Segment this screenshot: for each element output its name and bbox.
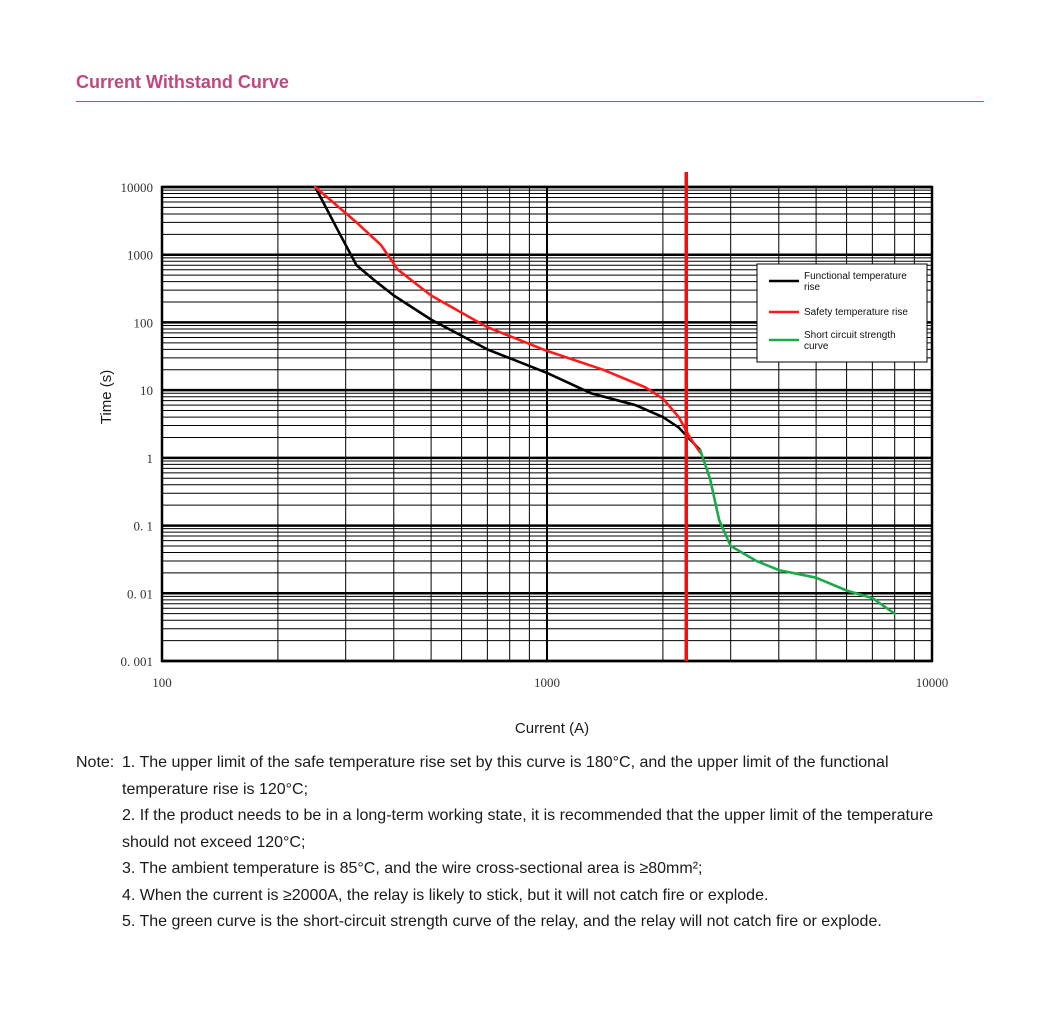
safety-curve xyxy=(315,187,700,453)
note-lead xyxy=(76,909,122,936)
note-line: should not exceed 120°C; xyxy=(122,833,306,851)
y-axis-title: Time (s) xyxy=(98,369,115,425)
note-line: 4. When the current is ≥2000A, the relay is likely to stick, but it will not catch fire or explode. xyxy=(122,886,769,904)
y-tick-label: 10 xyxy=(140,383,153,399)
note-text xyxy=(122,883,996,910)
legend-label-line: Functional temperature xyxy=(804,271,907,282)
note-lead: Note: xyxy=(76,754,115,771)
x-tick-label: 1000 xyxy=(534,675,560,690)
note-item xyxy=(76,750,996,803)
note-text xyxy=(122,856,996,883)
note-text xyxy=(122,909,996,936)
grid-layer xyxy=(162,187,932,661)
note-lead xyxy=(76,856,122,883)
note-lead xyxy=(76,883,122,910)
y-tick-label: 0. 1 xyxy=(133,518,153,534)
note-line: 1. The upper limit of the safe temperature rise set by this curve is 180°C, and the upper limit of the functional xyxy=(122,754,889,771)
y-tick-label: 100 xyxy=(133,315,153,331)
note-item xyxy=(76,856,996,883)
note-line: 5. The green curve is the short-circuit strength curve of the relay, and the relay will not catch fire or explode. xyxy=(122,913,882,930)
note-item xyxy=(76,909,996,936)
page-title: Current Withstand Curve xyxy=(76,72,289,92)
legend-label-line: Short circuit strength xyxy=(804,330,896,341)
y-tick-label: 0. 01 xyxy=(127,586,153,602)
legend-label-line: rise xyxy=(804,282,821,293)
legend-label-line: curve xyxy=(804,341,829,352)
x-tick-label: 100 xyxy=(152,675,172,690)
legend-label-line: Safety temperature rise xyxy=(804,307,908,318)
note-text xyxy=(122,803,996,856)
y-tick-label: 0. 001 xyxy=(120,654,153,669)
note-text xyxy=(122,750,996,803)
x-tick-label: 10000 xyxy=(915,675,949,690)
x-axis-title: Current (A) xyxy=(514,720,590,737)
note-line: temperature rise is 120°C; xyxy=(122,780,309,798)
note-item xyxy=(76,883,996,910)
legend-label xyxy=(804,307,908,318)
notes-block xyxy=(76,750,996,936)
y-tick-label: 1 xyxy=(146,450,153,466)
y-tick-label: 10000 xyxy=(120,180,153,195)
legend xyxy=(757,264,927,362)
note-line: 2. If the product needs to be in a long-term working state, it is recommended that the upper limit of the temperature xyxy=(122,807,934,824)
note-lead xyxy=(76,803,122,856)
series-layer xyxy=(315,172,895,661)
y-tick-label: 1000 xyxy=(127,247,153,263)
note-line: 3. The ambient temperature is 85°C, and the wire cross-sectional area is ≥80mm²; xyxy=(122,860,703,877)
note-item xyxy=(76,803,996,856)
